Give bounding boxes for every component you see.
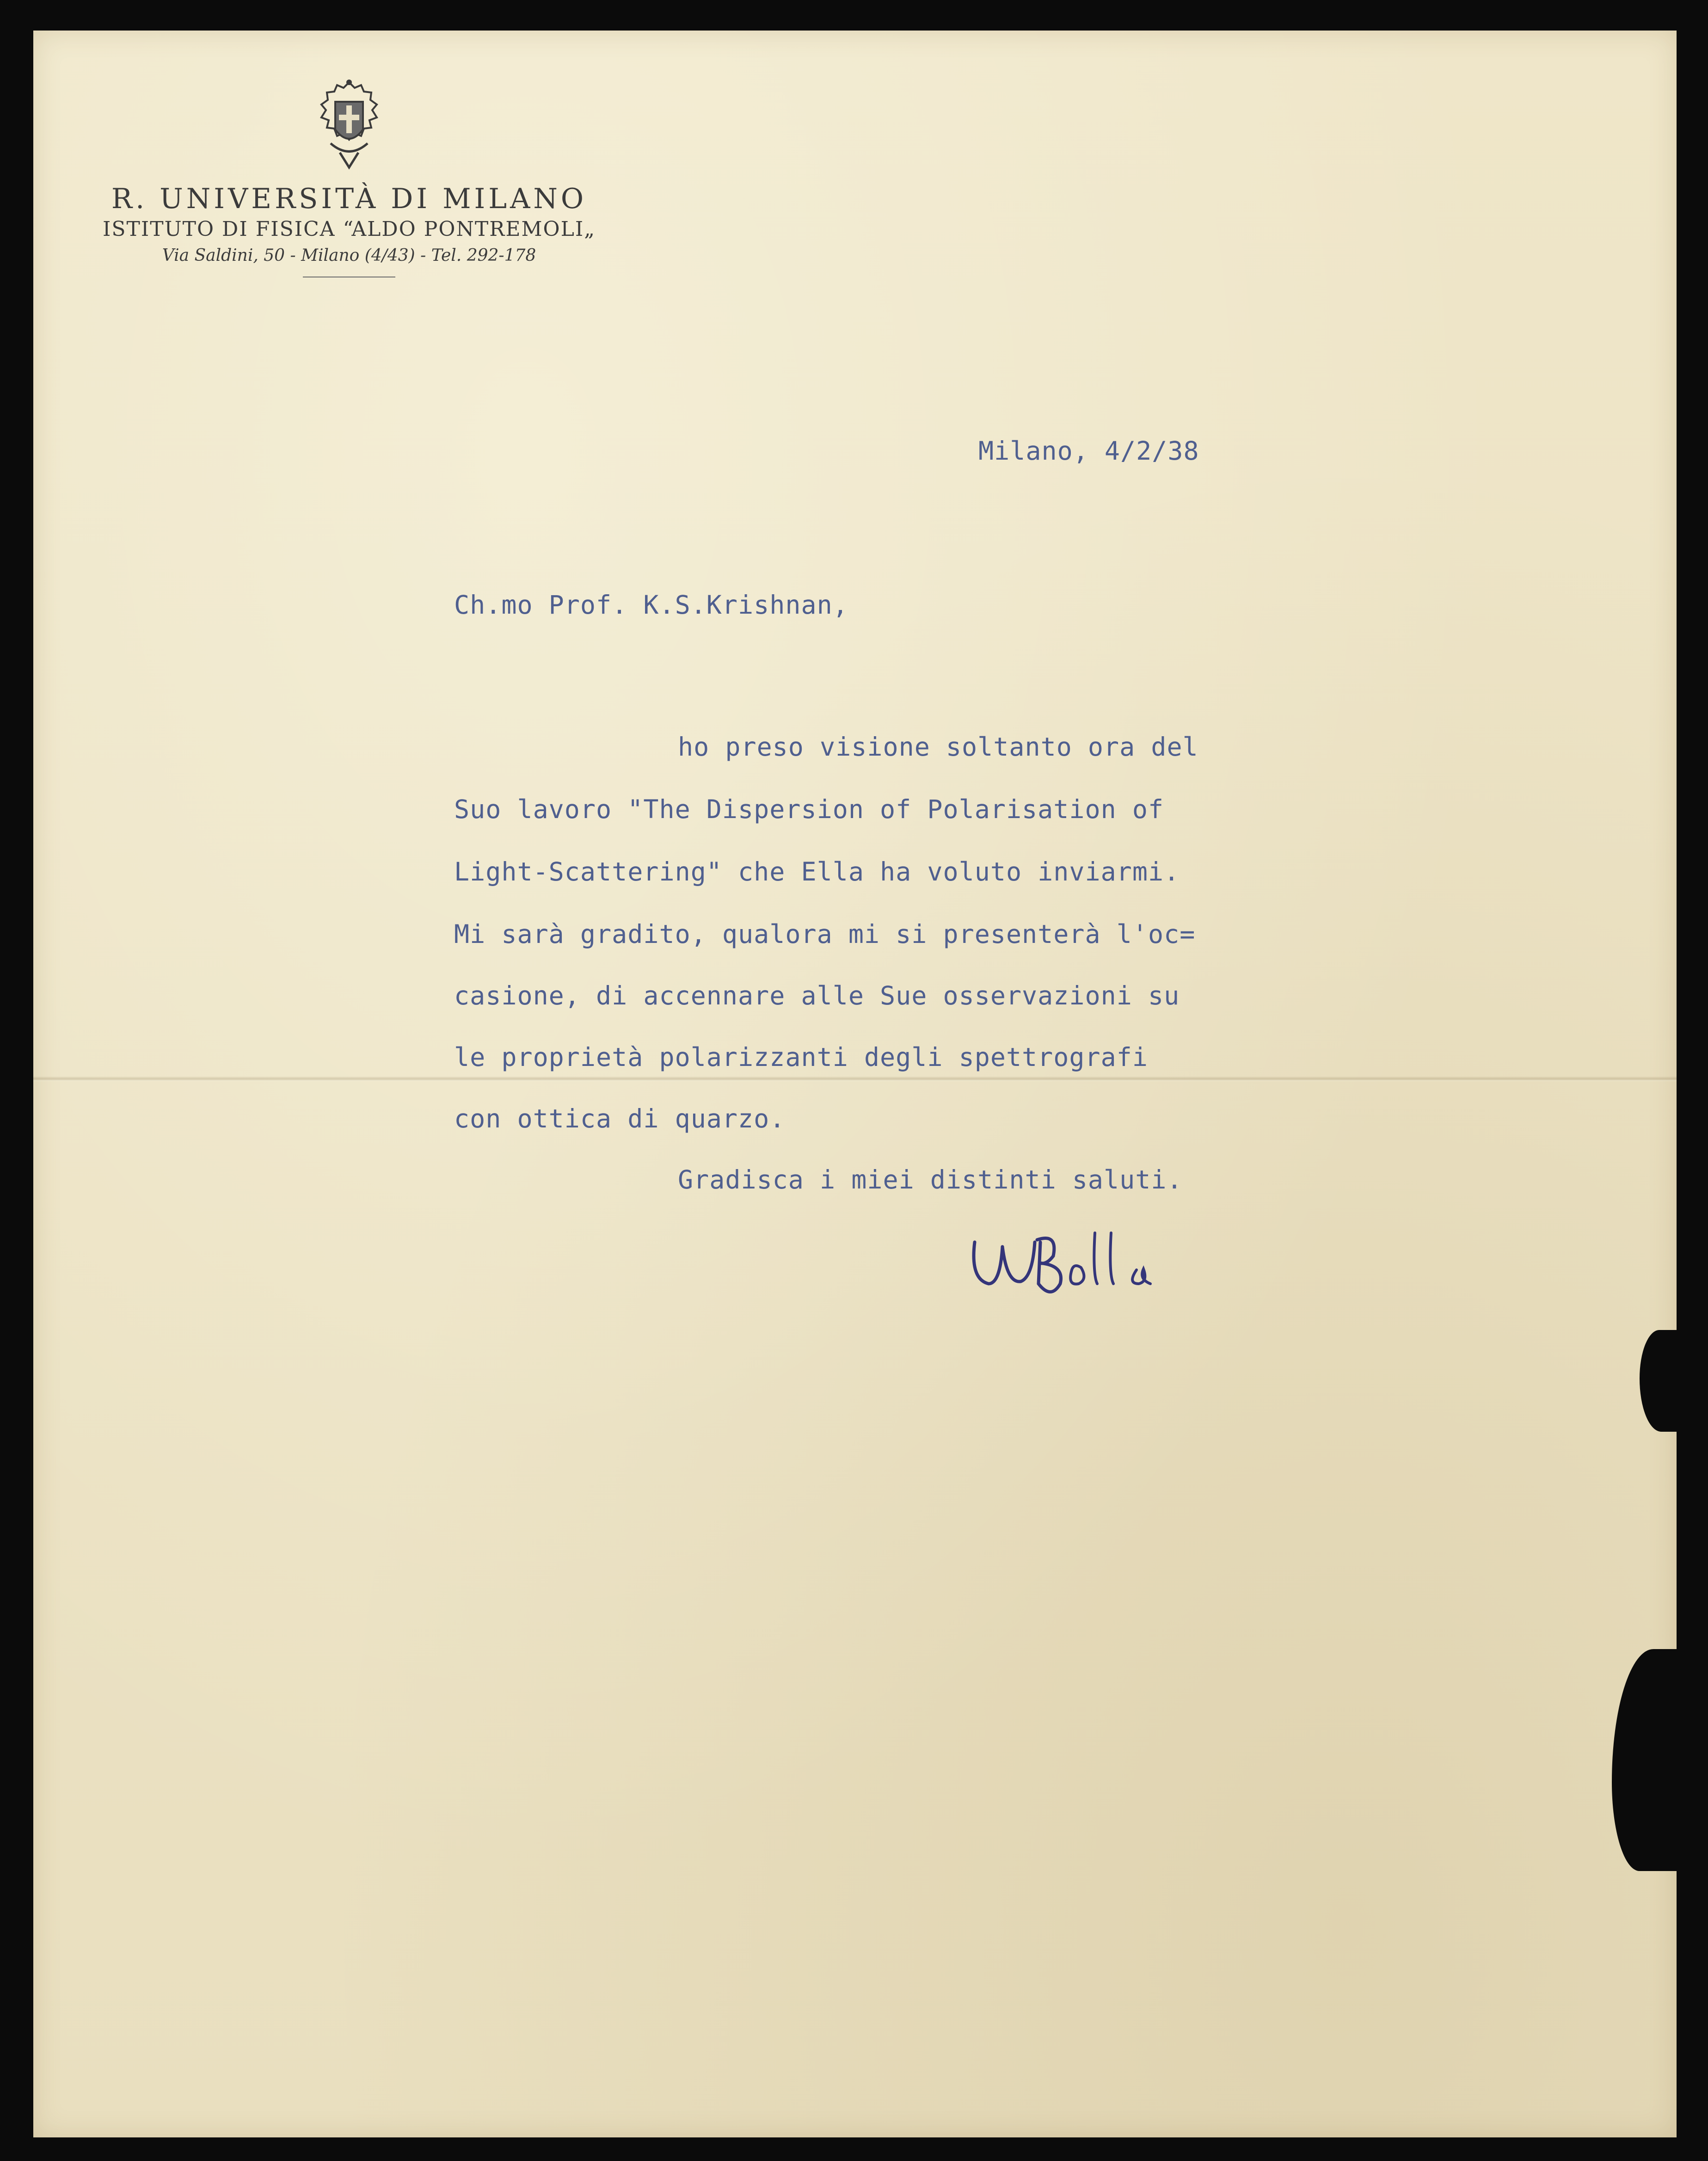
body-line: Suo lavoro "The Dispersion of Polarisation of	[454, 794, 1164, 824]
paper-fold	[33, 1077, 1677, 1081]
letter-page	[33, 31, 1677, 2137]
letterhead	[83, 79, 615, 277]
paper-tear	[1612, 1649, 1677, 1871]
letter-date: Milano, 4/2/38	[978, 436, 1199, 466]
university-name: R. UNIVERSITÀ DI MILANO	[111, 183, 587, 215]
body-line: Mi sarà gradito, qualora mi si presenterà l'oc=	[454, 919, 1196, 949]
institute-name: ISTITUTO DI FISICA “ALDO PONTREMOLI„	[102, 217, 596, 241]
handwritten-signature	[956, 1214, 1187, 1307]
body-line: casione, di accennare alle Sue osservazioni su	[454, 981, 1180, 1010]
paper-tear	[1640, 1330, 1677, 1432]
body-line: ho preso visione soltanto ora del	[678, 732, 1198, 762]
letter-closing: Gradisca i miei distinti saluti.	[678, 1165, 1183, 1194]
coat-of-arms-icon	[312, 79, 386, 171]
body-line: le proprietà polarizzanti degli spettrografi	[454, 1042, 1148, 1072]
letter-salutation: Ch.mo Prof. K.S.Krishnan,	[454, 590, 848, 620]
body-line: con ottica di quarzo.	[454, 1104, 786, 1133]
body-line: Light-Scattering" che Ella ha voluto inviarmi.	[454, 857, 1180, 887]
institute-address: Via Saldini, 50 - Milano (4/43) - Tel. 292-178	[162, 246, 536, 265]
